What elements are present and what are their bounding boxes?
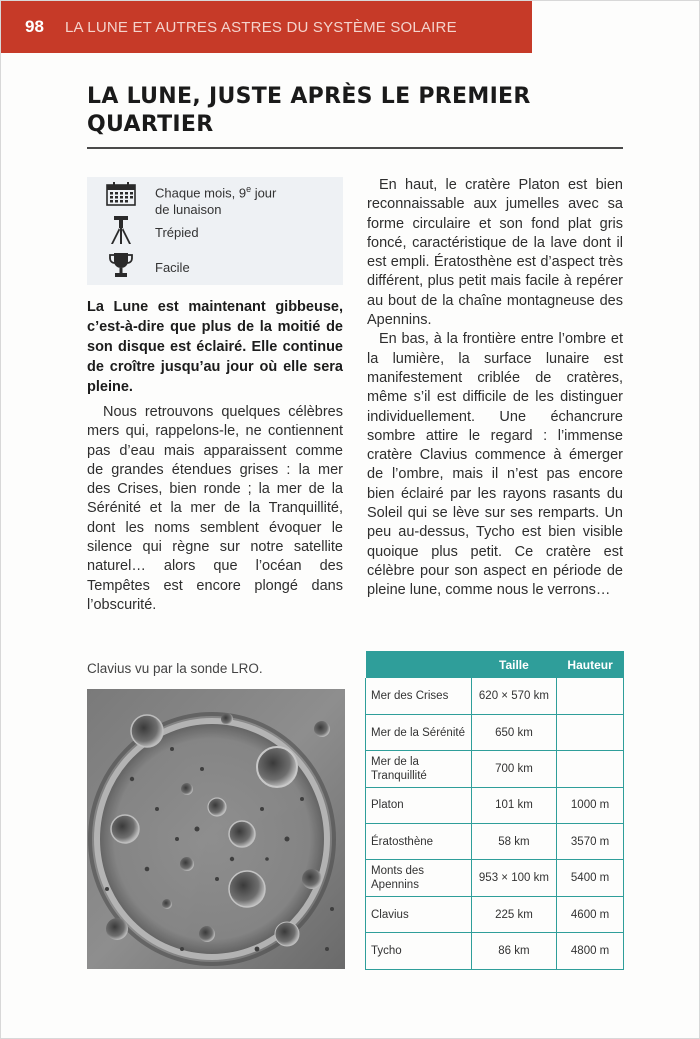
calendar-icon bbox=[87, 181, 155, 207]
table-header-size: Taille bbox=[471, 651, 557, 678]
lead-paragraph: La Lune est maintenant gibbeuse, c’est-à-dire que plus de la moitié de son disque est éclairé. Elle continue de croître jusqu’au jour où elle sera pleine. bbox=[87, 299, 343, 395]
table-header-name bbox=[366, 651, 472, 678]
cell-height: 3570 m bbox=[557, 824, 624, 860]
running-title: LA LUNE ET AUTRES ASTRES DU SYSTÈME SOLAIRE bbox=[65, 18, 457, 36]
title-line-2: QUARTIER bbox=[87, 112, 214, 137]
cell-height: 4600 m bbox=[557, 896, 624, 932]
table-row bbox=[366, 933, 624, 969]
clavius-crater-photo bbox=[87, 689, 345, 969]
cell-name: Mer de la Sérénité bbox=[366, 714, 472, 750]
cell-name: Monts des Apennins bbox=[366, 860, 472, 896]
cell-size: 101 km bbox=[471, 787, 557, 823]
body-paragraph-right-1: En haut, le cratère Platon est bien reconnaissable aux jumelles avec sa forme circulaire et son fond plat gris foncé, caractéristique de la lave dont il est empli. Ératosthène est d’aspect très différent, plus petit mais facile à repérer au bout de la chaîne montagneuse des Apennins. bbox=[367, 177, 623, 329]
table-row bbox=[366, 678, 624, 714]
body-column-right bbox=[367, 176, 623, 601]
cell-name: Platon bbox=[366, 787, 472, 823]
observation-info-box bbox=[87, 177, 343, 285]
crater-data-table bbox=[365, 651, 624, 970]
info-difficulty bbox=[87, 251, 343, 279]
difficulty-text: Facile bbox=[155, 260, 190, 275]
table-header-row bbox=[366, 651, 624, 678]
cell-height: 4800 m bbox=[557, 933, 624, 969]
cell-size: 620 × 570 km bbox=[471, 678, 557, 714]
table-row bbox=[366, 896, 624, 932]
table-row bbox=[366, 714, 624, 750]
cell-height bbox=[557, 678, 624, 714]
table-row bbox=[366, 860, 624, 896]
tripod-icon bbox=[87, 215, 155, 245]
table-row bbox=[366, 751, 624, 787]
cell-size: 225 km bbox=[471, 896, 557, 932]
cell-height: 1000 m bbox=[557, 787, 624, 823]
cell-height: 5400 m bbox=[557, 860, 624, 896]
cell-size: 58 km bbox=[471, 824, 557, 860]
cell-name: Tycho bbox=[366, 933, 472, 969]
table-row bbox=[366, 824, 624, 860]
cell-size: 700 km bbox=[471, 751, 557, 787]
info-equipment bbox=[87, 215, 343, 245]
table-row bbox=[366, 787, 624, 823]
cell-name: Mer des Crises bbox=[366, 678, 472, 714]
photo-caption: Clavius vu par la sonde LRO. bbox=[87, 661, 263, 676]
cell-name: Clavius bbox=[366, 896, 472, 932]
page-title bbox=[87, 83, 607, 139]
cell-name: Ératosthène bbox=[366, 824, 472, 860]
trophy-icon bbox=[87, 251, 155, 279]
equipment-text: Trépied bbox=[155, 225, 199, 240]
table-header-height: Hauteur bbox=[557, 651, 624, 678]
body-paragraph-right-2: En bas, à la frontière entre l’ombre et la lumière, la surface lunaire est manifestement criblée de cratères, même s’il est difficile de les distinguer individuellement. Une échancrure sombre attire le regard : l’immense cratère Clavius commence à émerger de l’ombre, mais il n’est pas encore bien éclairé par les rayons rasants du Soleil qui se lève sur ses remparts. Un peu au-dessus, Tycho est bien visible quoique plus petit. Ce cratère est célèbre pour son aspect en période de pleine lune, comme nous le verrons… bbox=[367, 331, 623, 599]
title-line-1: LA LUNE, JUSTE APRÈS LE PREMIER bbox=[87, 84, 531, 109]
info-frequency bbox=[87, 181, 343, 218]
cell-size: 650 km bbox=[471, 714, 557, 750]
title-divider bbox=[87, 147, 623, 149]
cell-height bbox=[557, 751, 624, 787]
page-number: 98 bbox=[25, 17, 44, 36]
body-paragraph-left: Nous retrouvons quelques célèbres mers qui, rappelons-le, ne contiennent pas d’eau mais apparaissent comme de grandes étendues grises : la mer des Crises, bien ronde ; la mer de la Sérénité et la mer de la Tranquillité, dont les noms semblent évoquer le silence qui règne sur notre satellite naturel… alors que l’océan des Tempêtes est encore plongé dans l’obscurité. bbox=[87, 404, 343, 613]
cell-name: Mer de la Tranquillité bbox=[366, 751, 472, 787]
cell-size: 86 km bbox=[471, 933, 557, 969]
cell-height bbox=[557, 714, 624, 750]
frequency-text: Chaque mois, 9e jour de lunaison bbox=[155, 184, 277, 218]
running-header bbox=[1, 1, 532, 53]
cell-size: 953 × 100 km bbox=[471, 860, 557, 896]
